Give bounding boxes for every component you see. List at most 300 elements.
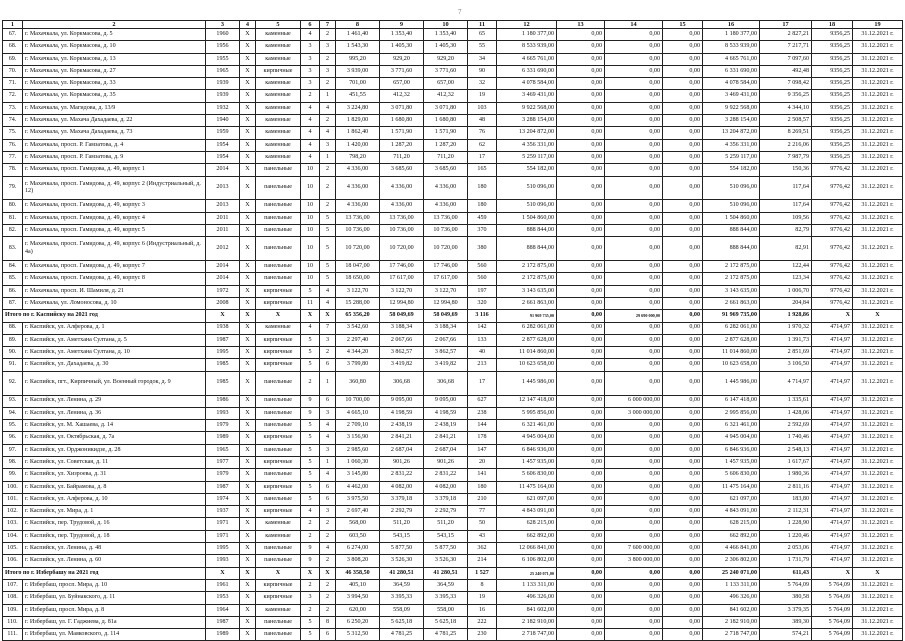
data-cell: X — [240, 407, 256, 419]
data-cell: 6 000 000,00 — [605, 395, 663, 407]
data-cell: 103 — [468, 102, 497, 114]
data-cell: 0,00 — [605, 371, 663, 395]
data-cell: 4 198,59 — [380, 407, 424, 419]
data-cell: 31.12.2021 г. — [853, 53, 903, 65]
data-cell: X — [240, 420, 256, 432]
data-cell: каменные — [256, 41, 301, 53]
data-cell: 3 000 000,00 — [605, 407, 663, 419]
data-cell: X — [240, 469, 256, 481]
row-number: 73. — [3, 102, 23, 114]
row-number: 76. — [3, 139, 23, 151]
address-cell: г. Каспийск, ул. Алферова, д. 1 — [23, 322, 206, 334]
data-cell: 17 746,00 — [424, 261, 468, 273]
data-cell: 5 877,50 — [424, 543, 468, 555]
row-number: 110. — [3, 616, 23, 628]
data-cell: 2 172 875,00 — [703, 261, 760, 273]
data-cell: 0,00 — [663, 407, 703, 419]
data-cell: каменные — [256, 139, 301, 151]
row-number: 111. — [3, 629, 23, 641]
data-cell: 147 — [468, 444, 497, 456]
data-cell: 142 — [468, 322, 497, 334]
data-cell: 0,00 — [605, 273, 663, 285]
row-number: 92. — [3, 371, 23, 395]
data-cell: 1 — [320, 457, 336, 469]
data-cell: 2013 — [206, 176, 240, 200]
data-cell: 3 071,80 — [380, 102, 424, 114]
data-cell: кирпичные — [256, 347, 301, 359]
data-cell: 17 617,00 — [424, 273, 468, 285]
data-cell: 141 — [468, 469, 497, 481]
data-cell: X — [240, 151, 256, 163]
data-cell: 0,00 — [663, 151, 703, 163]
row-number: 79. — [3, 176, 23, 200]
column-number: 17 — [760, 21, 812, 29]
data-cell: 3 — [320, 334, 336, 346]
data-cell: 3 379,35 — [760, 604, 812, 616]
address-cell: г. Каспийск, пгт., Кирпичный, ул. Военный городок, д. 9 — [23, 371, 206, 395]
data-cell: 10 — [301, 164, 320, 176]
subtotal-row — [3, 567, 903, 579]
data-cell: 0,00 — [557, 102, 605, 114]
data-cell: 4 344,20 — [336, 347, 380, 359]
data-cell: 4 — [301, 102, 320, 114]
data-cell: 3 122,70 — [424, 285, 468, 297]
address-cell: г. Махачкала, ул. Ломоносова, д. 10 — [23, 297, 206, 309]
data-cell: 10 736,00 — [424, 224, 468, 236]
data-cell: 389,30 — [760, 616, 812, 628]
data-cell: 10 — [301, 237, 320, 261]
data-cell: 2 697,40 — [336, 506, 380, 518]
data-cell: 9776,42 — [812, 176, 853, 200]
data-cell: 1 — [320, 371, 336, 395]
address-cell: г. Махачкала, просп. Гамидова, д. 49, корпус 5 — [23, 224, 206, 236]
row-number: 67. — [3, 29, 23, 41]
data-cell: 0,00 — [557, 237, 605, 261]
table-row — [3, 616, 903, 628]
data-cell: X — [240, 616, 256, 628]
data-cell: 62 — [468, 139, 497, 151]
table-row — [3, 151, 903, 163]
data-cell: 31.12.2021 г. — [853, 555, 903, 567]
data-cell: 12 994,80 — [380, 297, 424, 309]
data-cell: 3 542,60 — [336, 322, 380, 334]
data-cell: 6 106 802,00 — [497, 555, 557, 567]
data-cell: 1 445 986,00 — [497, 371, 557, 395]
row-number: 90. — [3, 347, 23, 359]
row-number: 87. — [3, 297, 23, 309]
address-cell: г. Избербаш, ул. Г. Гаджиева, д. 81а — [23, 616, 206, 628]
data-cell: 0,00 — [663, 592, 703, 604]
data-cell: 360,80 — [336, 371, 380, 395]
data-cell: 0,00 — [605, 359, 663, 371]
data-cell: 4 945 004,00 — [703, 432, 760, 444]
data-cell: 0,00 — [557, 139, 605, 151]
data-cell: 568,00 — [336, 518, 380, 530]
data-cell: 1 220,46 — [760, 530, 812, 542]
data-cell: 9356,25 — [812, 127, 853, 139]
data-cell: X — [240, 310, 256, 322]
data-cell: 0,00 — [557, 407, 605, 419]
data-cell: 0,00 — [605, 151, 663, 163]
data-cell: 77 — [468, 506, 497, 518]
data-cell: 5 625,18 — [380, 616, 424, 628]
data-cell: 9356,25 — [812, 29, 853, 41]
row-number: 104. — [3, 530, 23, 542]
data-cell: 1985 — [206, 371, 240, 395]
data-cell: 31.12.2021 г. — [853, 164, 903, 176]
column-number: 16 — [703, 21, 760, 29]
data-cell: 1965 — [206, 65, 240, 77]
data-cell: 13 204 872,00 — [497, 127, 557, 139]
data-cell: 0,00 — [663, 212, 703, 224]
data-cell: 31.12.2021 г. — [853, 481, 903, 493]
table-row — [3, 592, 903, 604]
data-cell: X — [256, 567, 301, 579]
data-cell: 2 — [320, 530, 336, 542]
data-cell: 611,43 — [760, 567, 812, 579]
data-cell: 6 846 936,00 — [497, 444, 557, 456]
data-cell: 4 336,00 — [424, 176, 468, 200]
address-cell: г. Каспийск, пер. Трудовой, д. 16 — [23, 518, 206, 530]
row-number: 80. — [3, 200, 23, 212]
table-row — [3, 420, 903, 432]
data-cell: 4 781,25 — [424, 629, 468, 641]
address-cell: г. Махачкала, ул. Коркмасова, д. 5 — [23, 29, 206, 41]
data-cell: 3 526,30 — [380, 555, 424, 567]
data-cell: каменные — [256, 604, 301, 616]
data-cell: 32 — [468, 78, 497, 90]
data-cell: 4 843 091,00 — [497, 506, 557, 518]
data-cell: 20 — [468, 457, 497, 469]
data-cell: панельные — [256, 629, 301, 641]
table-body — [3, 21, 903, 641]
data-cell: 183,80 — [760, 493, 812, 505]
data-cell: 17 617,00 — [380, 273, 424, 285]
data-cell: 31.12.2021 г. — [853, 139, 903, 151]
data-cell: 3 116 — [468, 310, 497, 322]
data-cell: 4 344,10 — [760, 102, 812, 114]
data-cell: 1 504 860,00 — [497, 212, 557, 224]
data-cell: 4 — [320, 297, 336, 309]
data-cell: каменные — [256, 322, 301, 334]
address-cell: г. Каспийск, ул. Ленина, д. 60 — [23, 555, 206, 567]
page-mark: 7 — [458, 8, 462, 16]
data-cell: 31.12.2021 г. — [853, 261, 903, 273]
table-row — [3, 371, 903, 395]
data-cell: 2 851,69 — [760, 347, 812, 359]
data-cell: 0,00 — [605, 29, 663, 41]
data-cell: 58 049,69 — [380, 310, 424, 322]
address-cell: г. Махачкала, просп. Гамидова, д. 49, корпус 6 (Индустриальный, д. 4а) — [23, 237, 206, 261]
data-cell: 4 336,00 — [336, 164, 380, 176]
data-cell: X — [240, 65, 256, 77]
data-cell: 3 143 635,00 — [703, 285, 760, 297]
data-cell: 213 — [468, 359, 497, 371]
data-cell: 4 198,59 — [424, 407, 468, 419]
data-cell: 0,00 — [663, 41, 703, 53]
data-cell: 3 — [301, 78, 320, 90]
data-cell: 364,59 — [424, 579, 468, 591]
data-cell: 41 280,51 — [380, 567, 424, 579]
data-cell: 9356,25 — [812, 139, 853, 151]
data-cell: 0,00 — [663, 579, 703, 591]
data-cell: 3 — [320, 139, 336, 151]
data-cell: 0,00 — [663, 237, 703, 261]
data-cell: 1 391,73 — [760, 334, 812, 346]
data-cell: кирпичные — [256, 506, 301, 518]
data-cell: 0,00 — [605, 297, 663, 309]
data-cell: 0,00 — [663, 310, 703, 322]
data-cell: 230 — [468, 629, 497, 641]
data-cell: 1 504 860,00 — [703, 212, 760, 224]
data-cell: 0,00 — [557, 65, 605, 77]
data-cell: 29 690 000,00 — [605, 310, 663, 322]
data-cell: 1989 — [206, 432, 240, 444]
data-cell: 1960 — [206, 29, 240, 41]
data-cell: 3 419,82 — [380, 359, 424, 371]
table-row — [3, 481, 903, 493]
data-cell: 1 928,86 — [760, 310, 812, 322]
data-cell: 6 — [320, 395, 336, 407]
data-cell: 929,20 — [380, 53, 424, 65]
data-cell: X — [240, 273, 256, 285]
address-cell: г. Каспийск, ул. Советская, д. 11 — [23, 457, 206, 469]
data-cell: 31.12.2021 г. — [853, 530, 903, 542]
data-cell: 5 877,50 — [380, 543, 424, 555]
data-cell: 11 — [301, 297, 320, 309]
data-cell: 12 147 418,00 — [497, 395, 557, 407]
data-cell: 1 457 935,00 — [703, 457, 760, 469]
data-cell: 34 — [468, 53, 497, 65]
data-cell: 0,00 — [557, 579, 605, 591]
column-number-row — [3, 21, 903, 29]
data-cell: 2 718 747,00 — [497, 629, 557, 641]
data-cell: 9356,25 — [812, 115, 853, 127]
data-cell: 11 475 164,00 — [703, 481, 760, 493]
data-cell: 9356,25 — [812, 41, 853, 53]
data-cell: 2014 — [206, 273, 240, 285]
data-cell: кирпичные — [256, 579, 301, 591]
data-cell: 7 — [320, 322, 336, 334]
data-cell: 9 922 568,00 — [703, 102, 760, 114]
data-cell: X — [240, 432, 256, 444]
table-row — [3, 530, 903, 542]
data-cell: 5 764,09 — [812, 604, 853, 616]
data-cell: 3 808,20 — [336, 555, 380, 567]
data-cell: 11 014 860,00 — [703, 347, 760, 359]
data-cell: 6 331 690,00 — [703, 65, 760, 77]
data-cell: 31.12.2021 г. — [853, 444, 903, 456]
data-cell: 0,00 — [663, 261, 703, 273]
data-cell: 31.12.2021 г. — [853, 407, 903, 419]
data-cell: 496 326,00 — [497, 592, 557, 604]
data-cell: 6 282 061,00 — [497, 322, 557, 334]
data-cell: X — [240, 457, 256, 469]
data-cell: 4 — [301, 506, 320, 518]
data-cell: 4714,97 — [812, 407, 853, 419]
data-cell: 31.12.2021 г. — [853, 322, 903, 334]
data-cell: 496 326,00 — [703, 592, 760, 604]
data-cell: 2 053,06 — [760, 543, 812, 555]
table-row — [3, 604, 903, 616]
data-cell: панельные — [256, 200, 301, 212]
data-cell: 12 994,80 — [424, 297, 468, 309]
data-cell: 0,00 — [663, 334, 703, 346]
table-row — [3, 444, 903, 456]
data-cell: 5 259 117,00 — [497, 151, 557, 163]
data-cell: панельные — [256, 616, 301, 628]
data-cell: 2 — [320, 579, 336, 591]
column-number: 3 — [206, 21, 240, 29]
data-cell: 4 945 004,00 — [497, 432, 557, 444]
table-row — [3, 273, 903, 285]
data-cell: 6 321 461,00 — [497, 420, 557, 432]
row-number: 85. — [3, 273, 23, 285]
data-cell: 1955 — [206, 53, 240, 65]
data-cell: 5 — [301, 444, 320, 456]
data-cell: 31.12.2021 г. — [853, 359, 903, 371]
data-cell: 0,00 — [557, 359, 605, 371]
data-cell: 1954 — [206, 151, 240, 163]
data-cell: каменные — [256, 530, 301, 542]
data-cell: 2 — [320, 53, 336, 65]
data-cell: 543,15 — [380, 530, 424, 542]
row-number: 96. — [3, 432, 23, 444]
row-number: 78. — [3, 164, 23, 176]
data-cell: 4 336,00 — [424, 200, 468, 212]
data-cell: 2 306 802,00 — [703, 555, 760, 567]
data-cell: 2 — [320, 604, 336, 616]
data-cell: 627 — [468, 395, 497, 407]
data-cell: 1932 — [206, 102, 240, 114]
data-cell: 3 379,18 — [424, 493, 468, 505]
data-cell: 1979 — [206, 420, 240, 432]
data-cell: 0,00 — [605, 469, 663, 481]
data-cell: 2 — [320, 200, 336, 212]
data-cell: 5 606 830,00 — [497, 469, 557, 481]
row-number: 101. — [3, 493, 23, 505]
address-cell: г. Махачкала, просп. Гамидова, д. 49, корпус 4 — [23, 212, 206, 224]
data-cell: 1959 — [206, 127, 240, 139]
data-cell: 31.12.2021 г. — [853, 29, 903, 41]
data-cell: 2 — [320, 555, 336, 567]
data-cell: 1977 — [206, 457, 240, 469]
data-cell: панельные — [256, 555, 301, 567]
data-cell: 8 — [320, 616, 336, 628]
data-cell: 31.12.2021 г. — [853, 518, 903, 530]
data-cell: 0,00 — [663, 604, 703, 616]
data-cell: 1 133 311,00 — [497, 579, 557, 591]
data-cell: 0,00 — [605, 261, 663, 273]
data-cell: 1 — [320, 151, 336, 163]
data-cell: 2 — [320, 29, 336, 41]
table-row — [3, 78, 903, 90]
data-cell: 11 014 860,00 — [497, 347, 557, 359]
data-cell: 3 862,57 — [380, 347, 424, 359]
data-cell: X — [240, 347, 256, 359]
data-cell: X — [812, 310, 853, 322]
data-cell: 1979 — [206, 469, 240, 481]
data-cell: 0,00 — [605, 616, 663, 628]
data-cell: 603,50 — [336, 530, 380, 542]
address-cell: г. Каспийск, ул. Аметхана Султана, д. 5 — [23, 334, 206, 346]
row-number: 74. — [3, 115, 23, 127]
data-cell: 31.12.2021 г. — [853, 493, 903, 505]
data-cell: каменные — [256, 90, 301, 102]
data-cell: 841 602,00 — [703, 604, 760, 616]
address-cell: г. Махачкала, ул. Магидова, д. 13/9 — [23, 102, 206, 114]
data-cell: 711,20 — [424, 151, 468, 163]
data-cell: 5 — [301, 432, 320, 444]
data-cell: X — [240, 224, 256, 236]
data-cell: 0,00 — [663, 347, 703, 359]
data-cell: 0,00 — [663, 629, 703, 641]
data-cell: 0,00 — [605, 53, 663, 65]
data-cell: 0,00 — [605, 176, 663, 200]
data-cell: 0,00 — [605, 432, 663, 444]
data-cell: 9356,25 — [812, 151, 853, 163]
address-cell: г. Каспийск, ул. Октябрьская, д. 7а — [23, 432, 206, 444]
data-cell: 0,00 — [663, 115, 703, 127]
data-cell: X — [240, 200, 256, 212]
data-cell: 2 687,04 — [424, 444, 468, 456]
data-cell: 7 098,42 — [760, 78, 812, 90]
data-cell: X — [240, 604, 256, 616]
data-cell: 9776,42 — [812, 212, 853, 224]
data-cell: 31.12.2021 г. — [853, 90, 903, 102]
data-cell: 0,00 — [663, 29, 703, 41]
data-cell: 4714,97 — [812, 395, 853, 407]
data-cell: X — [240, 297, 256, 309]
data-cell: X — [240, 176, 256, 200]
data-cell: X — [240, 29, 256, 41]
table-row — [3, 347, 903, 359]
address-cell: г. Махачкала, ул. Коркмасова, д. 10 — [23, 41, 206, 53]
data-cell: 4 462,00 — [336, 481, 380, 493]
data-cell: 3 799,80 — [336, 359, 380, 371]
data-cell: 1 543,30 — [336, 41, 380, 53]
data-cell: 5 764,09 — [812, 629, 853, 641]
data-cell: 31.12.2021 г. — [853, 543, 903, 555]
data-cell: панельные — [256, 164, 301, 176]
table-row — [3, 395, 903, 407]
table-row — [3, 629, 903, 641]
data-cell: 560 — [468, 261, 497, 273]
data-cell: 210 — [468, 493, 497, 505]
data-cell: 4714,97 — [812, 371, 853, 395]
address-cell: г. Каспийск, ул. Ленина, д. 48 — [23, 543, 206, 555]
data-cell: 1 445 986,00 — [703, 371, 760, 395]
table-row — [3, 469, 903, 481]
data-cell: 6 — [320, 493, 336, 505]
data-cell: 510 096,00 — [497, 176, 557, 200]
address-cell: г. Каспийск, ул. Хизроева, д. 31 — [23, 469, 206, 481]
address-cell: г. Махачкала, ул. Коркмасова, д. 35 — [23, 90, 206, 102]
data-cell: 6 — [320, 629, 336, 641]
data-cell: 510 096,00 — [703, 200, 760, 212]
data-cell: 9776,42 — [812, 273, 853, 285]
data-cell: 31.12.2021 г. — [853, 592, 903, 604]
data-cell: 3 395,33 — [380, 592, 424, 604]
address-cell: г. Каспийск, ул. Алферова, д. 10 — [23, 493, 206, 505]
data-cell: 2013 — [206, 200, 240, 212]
table-row — [3, 493, 903, 505]
data-cell: 3 — [301, 592, 320, 604]
data-cell: 5 764,09 — [812, 592, 853, 604]
data-cell: 2 216,06 — [760, 139, 812, 151]
data-cell: 11 475 164,00 — [497, 481, 557, 493]
data-cell: 1 461,40 — [336, 29, 380, 41]
